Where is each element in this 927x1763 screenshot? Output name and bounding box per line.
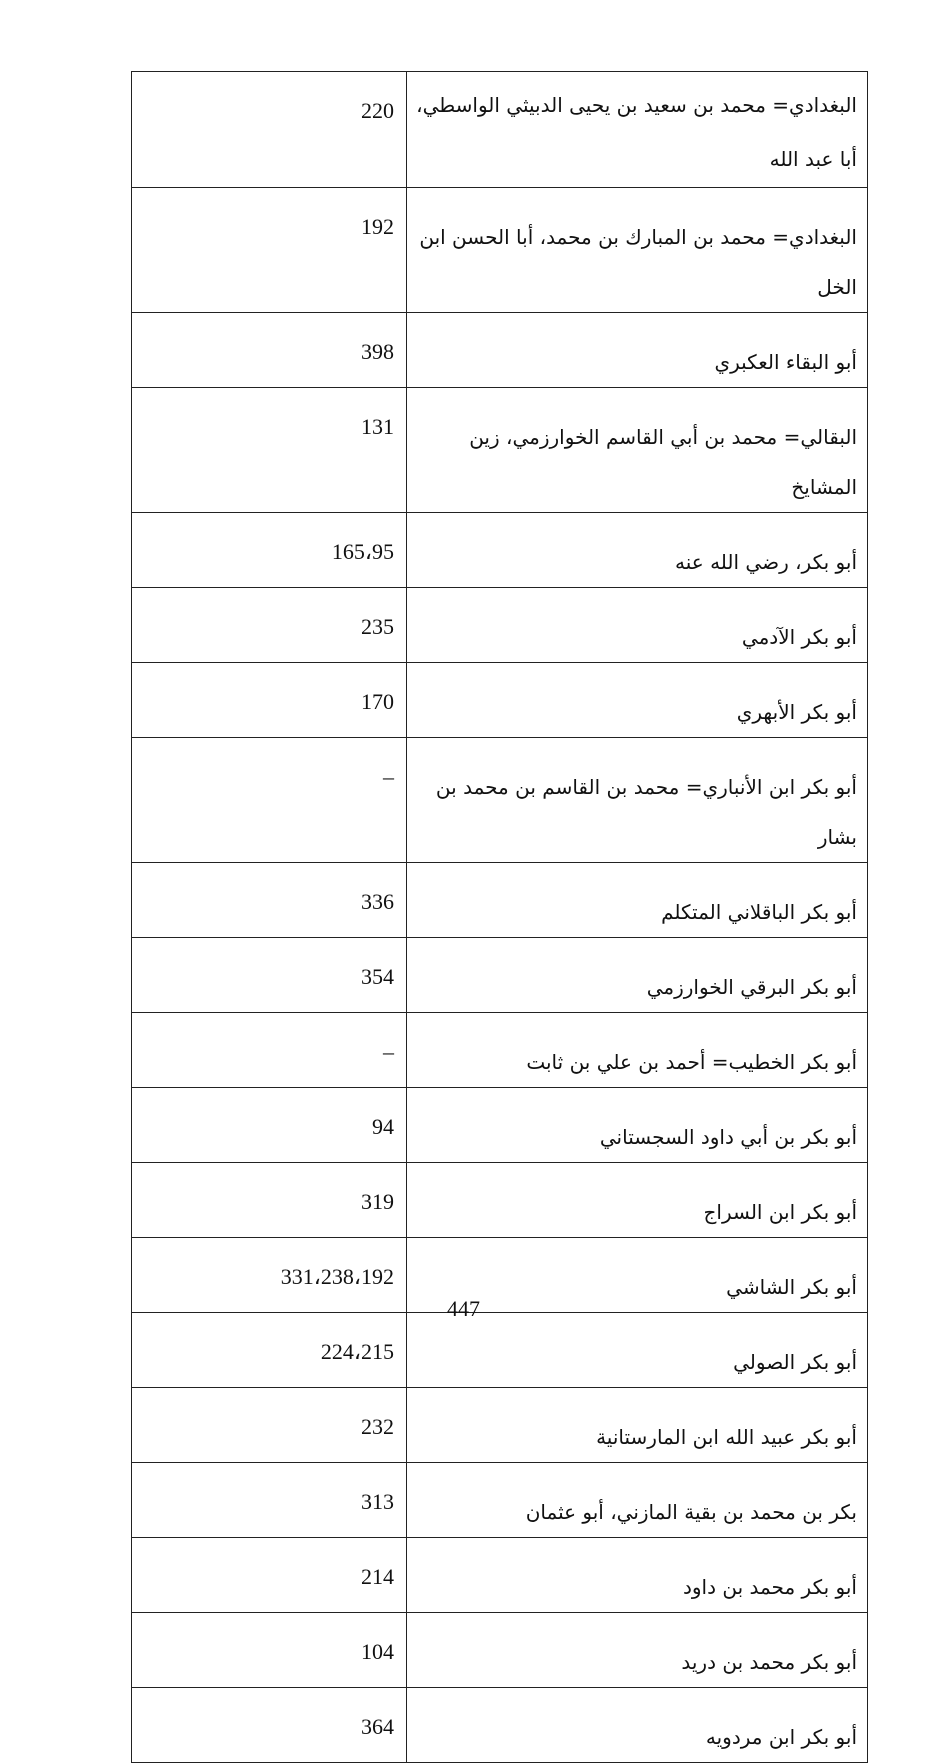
entry-name: أبو بكر محمد بن دريد xyxy=(681,1650,857,1674)
entry-name: أبو بكر البرقي الخوارزمي xyxy=(646,975,857,999)
entry-name-cell xyxy=(407,863,868,938)
page-references: 224،215 xyxy=(320,1339,394,1364)
entry-name: أبو بكر الأبهري xyxy=(736,700,857,724)
entry-name: أبو بكر الخطيب= أحمد بن علي بن ثابت xyxy=(526,1050,857,1074)
index-table-body xyxy=(132,72,868,1763)
entry-name: البقالي= محمد بن أبي القاسم الخوارزمي، زين المشايخ xyxy=(469,425,857,499)
page-references-cell xyxy=(132,863,407,938)
table-row xyxy=(132,313,868,388)
table-row xyxy=(132,938,868,1013)
table-row xyxy=(132,1538,868,1613)
page-references-cell xyxy=(132,938,407,1013)
entry-name-cell xyxy=(407,938,868,1013)
page-references: 336 xyxy=(361,889,394,914)
entry-name: أبو بكر ابن مردويه xyxy=(705,1725,857,1749)
page-references-cell xyxy=(132,1163,407,1238)
entry-name-cell xyxy=(407,1463,868,1538)
table-row xyxy=(132,588,868,663)
page-references: 220 xyxy=(361,98,394,123)
page-references: – xyxy=(383,764,394,789)
entry-name-cell xyxy=(407,1163,868,1238)
entry-name-cell xyxy=(407,388,868,513)
page-references-cell xyxy=(132,1688,407,1763)
entry-name: أبو بكر محمد بن داود xyxy=(682,1575,857,1599)
page-references-cell xyxy=(132,1463,407,1538)
page-references: 94 xyxy=(372,1114,394,1139)
page-references: 235 xyxy=(361,614,394,639)
page-references: – xyxy=(383,1039,394,1064)
table-row xyxy=(132,1313,868,1388)
page-references-cell xyxy=(132,72,407,188)
page-references: 364 xyxy=(361,1714,394,1739)
entry-name-cell xyxy=(407,188,868,313)
table-row xyxy=(132,1463,868,1538)
page-references-cell xyxy=(132,388,407,513)
entry-name: أبو بكر ابن السراج xyxy=(703,1200,857,1224)
page-references-cell xyxy=(132,588,407,663)
entry-name: البغدادي= محمد بن سعيد بن يحيى الدبيثي الواسطي، أبا عبد الله xyxy=(416,93,857,171)
entry-name-cell xyxy=(407,1013,868,1088)
entry-name-cell xyxy=(407,1688,868,1763)
page-number: 447 xyxy=(447,1296,480,1321)
page-references-cell xyxy=(132,1013,407,1088)
entry-name-cell xyxy=(407,313,868,388)
entry-name: أبو بكر ابن الأنباري= محمد بن القاسم بن محمد بن بشار xyxy=(435,775,857,849)
entry-name: أبو بكر الباقلاني المتكلم xyxy=(661,900,857,924)
page-references: 313 xyxy=(361,1489,394,1514)
entry-name: أبو بكر الآدمي xyxy=(741,625,857,649)
entry-name: أبو بكر، رضي الله عنه xyxy=(675,550,857,574)
page-references: 398 xyxy=(361,339,394,364)
table-row xyxy=(132,1688,868,1763)
page-references: 192 xyxy=(361,214,394,239)
page-references-cell xyxy=(132,313,407,388)
entry-name: أبو بكر الشاشي xyxy=(726,1275,857,1299)
entry-name-cell xyxy=(407,1088,868,1163)
page-references-cell xyxy=(132,1613,407,1688)
entry-name-cell xyxy=(407,1538,868,1613)
page-references: 354 xyxy=(361,964,394,989)
entry-name-cell xyxy=(407,513,868,588)
entry-name: أبو بكر بن أبي داود السجستاني xyxy=(599,1125,857,1149)
entry-name: أبو البقاء العكبري xyxy=(714,350,857,374)
page-references-cell xyxy=(132,663,407,738)
page-references: 319 xyxy=(361,1189,394,1214)
page-references-cell xyxy=(132,513,407,588)
page-references: 165،95 xyxy=(331,539,394,564)
index-table xyxy=(131,71,868,1763)
entry-name-cell xyxy=(407,663,868,738)
page-references: 170 xyxy=(361,689,394,714)
entry-name: أبو بكر عبيد الله ابن المارستانية xyxy=(596,1425,857,1449)
page-references-cell xyxy=(132,738,407,863)
entry-name-cell xyxy=(407,588,868,663)
entry-name-cell xyxy=(407,1313,868,1388)
page-references: 232 xyxy=(361,1414,394,1439)
table-row xyxy=(132,1388,868,1463)
table-row xyxy=(132,513,868,588)
table-row xyxy=(132,863,868,938)
page-references: 331،238،192 xyxy=(280,1264,394,1289)
page-references-cell xyxy=(132,1388,407,1463)
page-references-cell xyxy=(132,1088,407,1163)
table-row xyxy=(132,188,868,313)
entry-name: أبو بكر الصولي xyxy=(733,1350,857,1374)
page-references: 214 xyxy=(361,1564,394,1589)
entry-name-cell xyxy=(407,1613,868,1688)
table-row xyxy=(132,1163,868,1238)
page-references: 104 xyxy=(361,1639,394,1664)
page-references: 131 xyxy=(361,414,394,439)
entry-name-cell xyxy=(407,738,868,863)
table-row xyxy=(132,1088,868,1163)
table-row xyxy=(132,1013,868,1088)
page-references-cell xyxy=(132,1538,407,1613)
page-references-cell xyxy=(132,188,407,313)
table-row xyxy=(132,72,868,188)
table-row xyxy=(132,738,868,863)
table-row xyxy=(132,388,868,513)
entry-name: بكر بن محمد بن بقية المازني، أبو عثمان xyxy=(525,1500,857,1524)
table-row xyxy=(132,663,868,738)
table-row xyxy=(132,1613,868,1688)
entry-name: البغدادي= محمد بن المبارك بن محمد، أبا الحسن ابن الخل xyxy=(419,225,857,299)
page-references-cell xyxy=(132,1313,407,1388)
entry-name-cell xyxy=(407,1388,868,1463)
entry-name-cell xyxy=(407,72,868,188)
